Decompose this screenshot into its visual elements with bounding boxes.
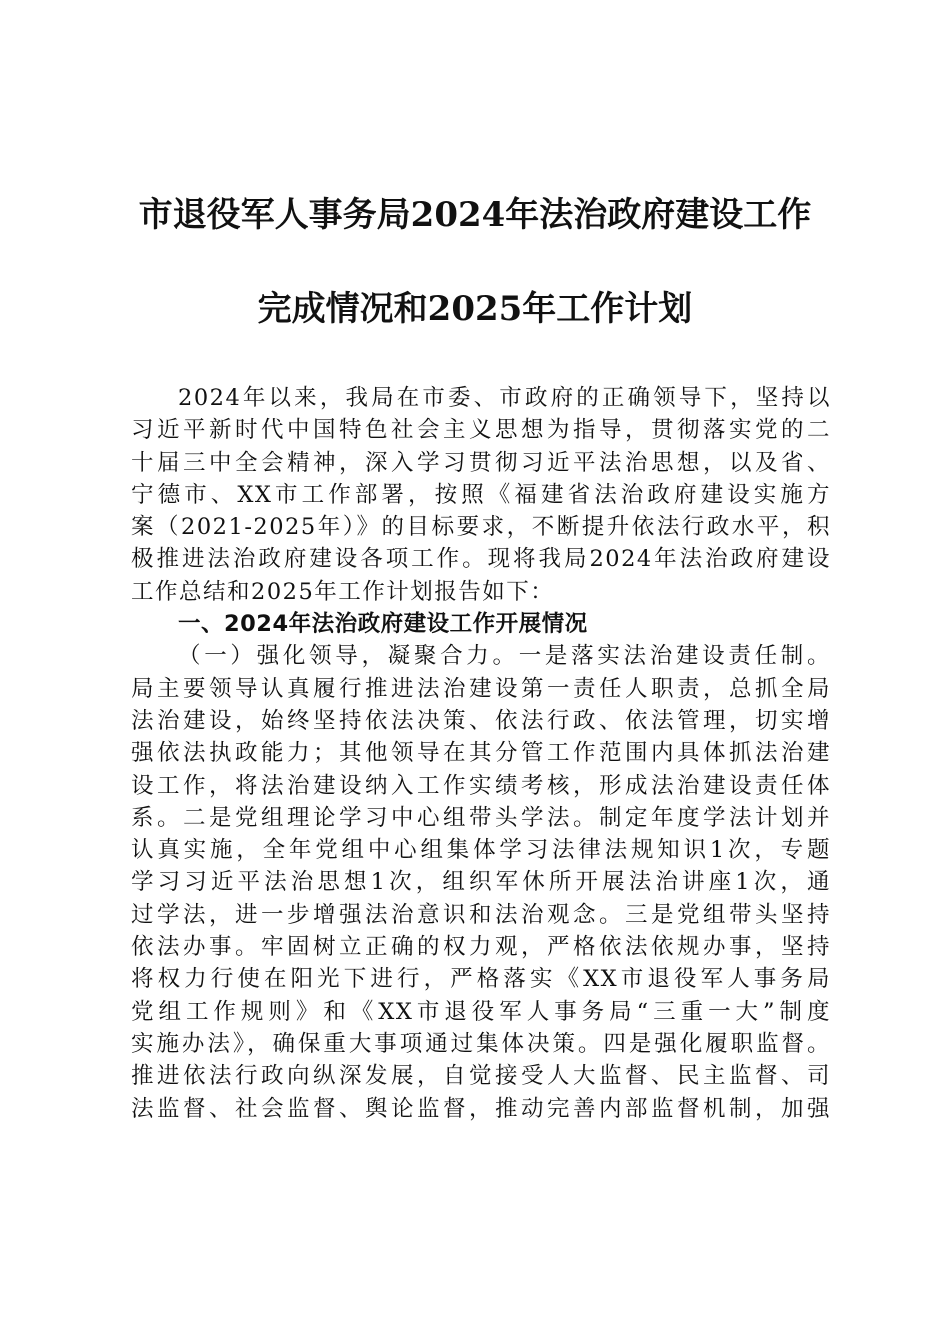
paragraph-line: 系。二是党组理论学习中心组带头学法。制定年度学法计划并 xyxy=(131,804,831,831)
paragraph-line: 学习习近平法治思想1次，组织军休所开展法治讲座1次，通 xyxy=(131,869,831,896)
paragraph-line: 法治建设，始终坚持依法决策、依法行政、依法管理，切实增 xyxy=(131,707,831,734)
document-body xyxy=(131,382,831,1125)
paragraph-leadership xyxy=(131,640,831,1124)
paragraph-line: 实施办法》，确保重大事项通过集体决策。四是强化履职监督。 xyxy=(131,1030,831,1057)
paragraph-line: 工作总结和2025年工作计划报告如下： xyxy=(131,578,555,605)
paragraph-line: 党组工作规则》和《XX市退役军人事务局“三重一大”制度 xyxy=(131,998,831,1025)
paragraph-line: 将权力行使在阳光下进行，严格落实《XX市退役军人事务局 xyxy=(131,966,831,993)
section-heading: 一、2024年法治政府建设工作开展情况 xyxy=(178,611,588,638)
paragraph-line: 案（2021-2025年）》的目标要求，不断提升依法行政水平，积 xyxy=(131,514,831,541)
paragraph-line: 强依法执政能力；其他领导在其分管工作范围内具体抓法治建 xyxy=(131,740,831,767)
paragraph-line: 局主要领导认真履行推进法治建设第一责任人职责，总抓全局 xyxy=(131,675,831,702)
paragraph-line: 十届三中全会精神，深入学习贯彻习近平法治思想，以及省、 xyxy=(131,449,831,476)
paragraph-line: 法监督、社会监督、舆论监督，推动完善内部监督机制，加强 xyxy=(131,1095,831,1122)
paragraph-intro xyxy=(131,382,831,608)
document-title-line-2: 完成情况和2025年工作计划 xyxy=(257,289,693,329)
paragraph-line: 设工作，将法治建设纳入工作实绩考核，形成法治建设责任体 xyxy=(131,772,831,799)
paragraph-line: 2024年以来，我局在市委、市政府的正确领导下，坚持以 xyxy=(178,385,831,411)
paragraph-line: （一）强化领导，凝聚合力。一是落实法治建设责任制。 xyxy=(178,643,831,670)
paragraph-line: 宁德市、XX市工作部署，按照《福建省法治政府建设实施方 xyxy=(131,481,831,508)
document-title-line-1: 市退役军人事务局2024年法治政府建设工作 xyxy=(138,195,812,235)
paragraph-line: 推进依法行政向纵深发展，自觉接受人大监督、民主监督、司 xyxy=(131,1063,831,1090)
paragraph-line: 过学法，进一步增强法治意识和法治观念。三是党组带头坚持 xyxy=(131,901,831,928)
paragraph-line: 习近平新时代中国特色社会主义思想为指导，贯彻落实党的二 xyxy=(131,417,831,444)
paragraph-line: 认真实施，全年党组中心组集体学习法律法规知识1次，专题 xyxy=(131,837,831,864)
paragraph-line: 极推进法治政府建设各项工作。现将我局2024年法治政府建设 xyxy=(131,546,831,573)
paragraph-line: 依法办事。牢固树立正确的权力观，严格依法依规办事，坚持 xyxy=(131,934,831,961)
